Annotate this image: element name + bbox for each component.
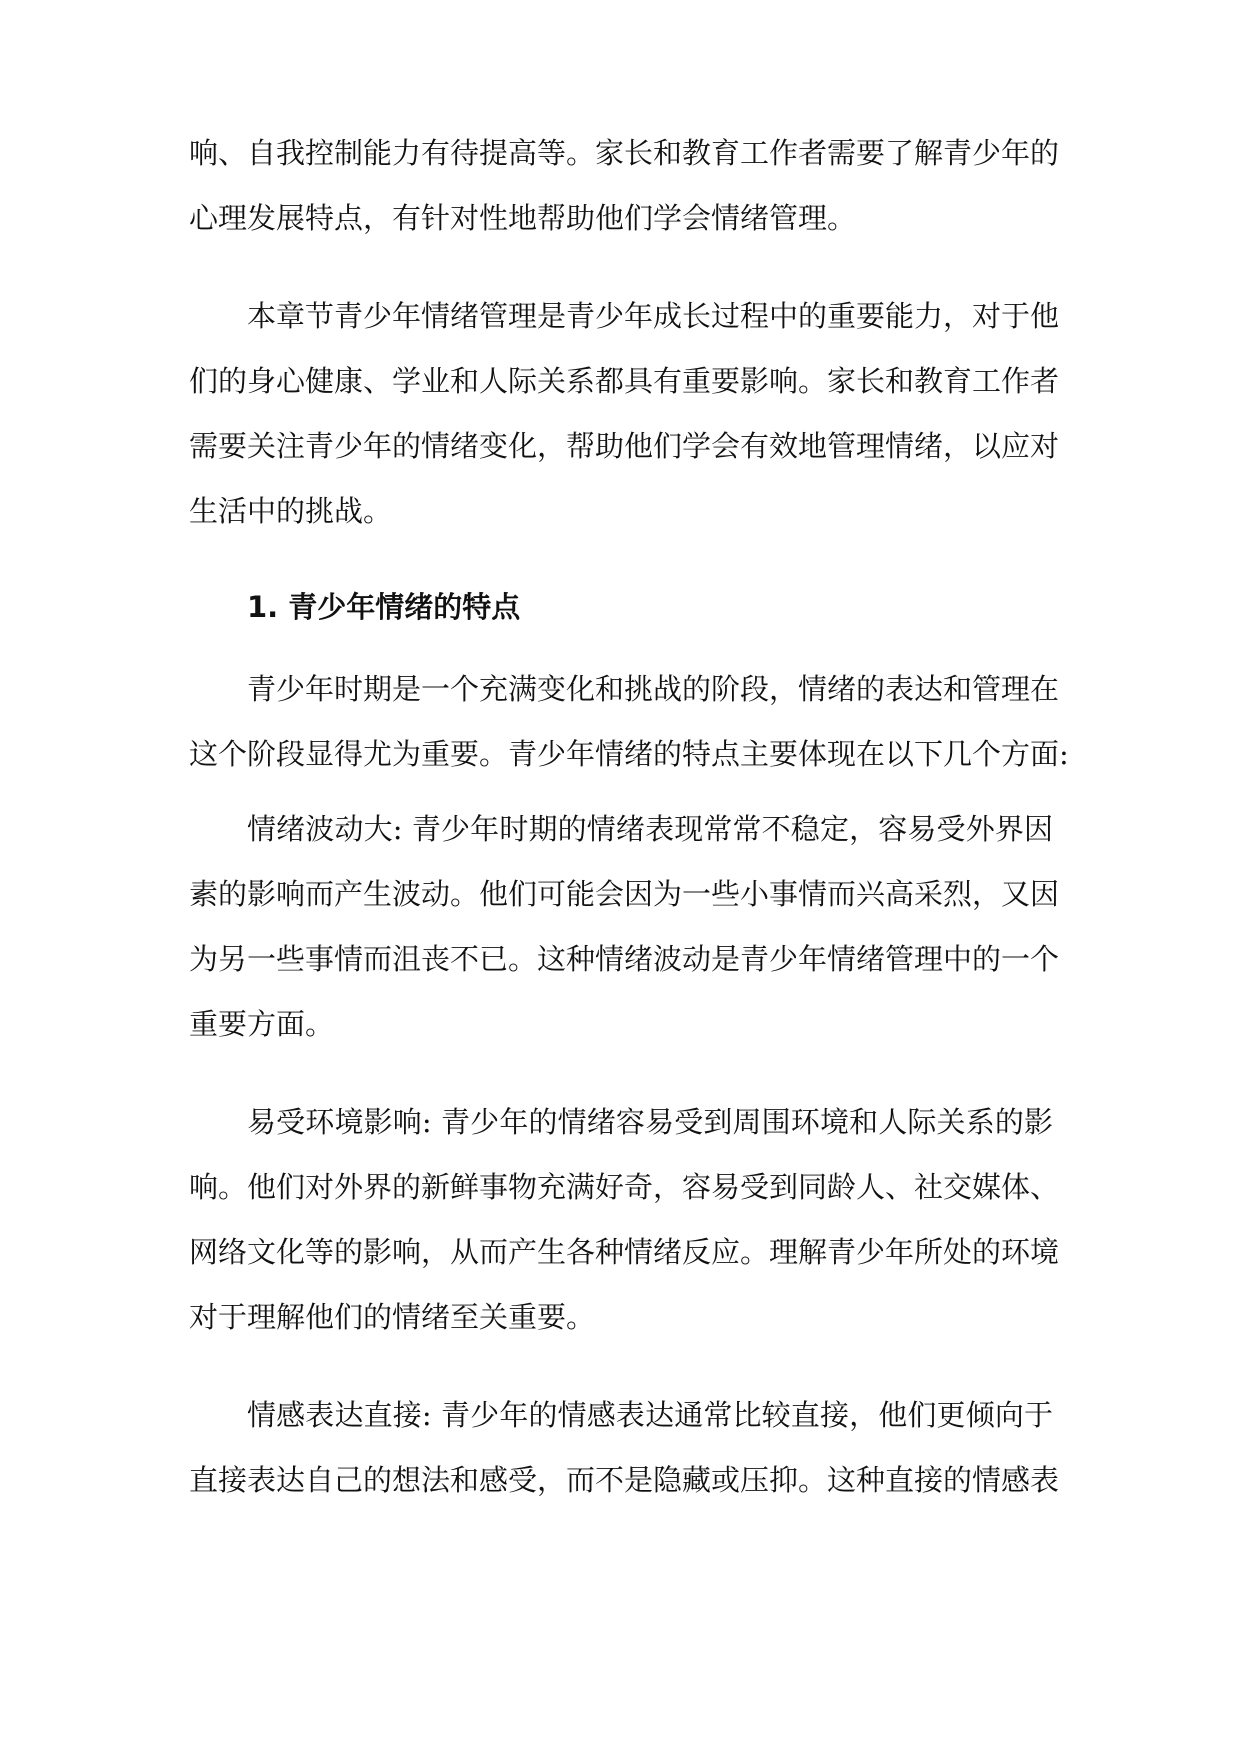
paragraph-first-line: 易受环境影响: 青少年的情绪容易受到周围环境和人际关系的影 <box>247 1105 1053 1139</box>
text-line: 这个阶段显得尤为重要。青少年情绪的特点主要体现在以下几个方面: <box>189 737 1069 771</box>
text-line: 响、自我控制能力有待提高等。家长和教育工作者需要了解青少年的 <box>189 136 1060 170</box>
text-line: 生活中的挑战。 <box>189 494 393 528</box>
text-line: 网络文化等的影响，从而产生各种情绪反应。理解青少年所处的环境 <box>189 1235 1060 1269</box>
paragraph-first-line: 本章节青少年情绪管理是青少年成长过程中的重要能力，对于他 <box>247 299 1060 333</box>
paragraph-first-line: 青少年时期是一个充满变化和挑战的阶段，情绪的表达和管理在 <box>247 672 1060 706</box>
text-line: 重要方面。 <box>189 1007 335 1041</box>
section-heading: 1. 青少年情绪的特点 <box>247 590 521 624</box>
text-line: 对于理解他们的情绪至关重要。 <box>189 1300 596 1334</box>
text-line: 们的身心健康、学业和人际关系都具有重要影响。家长和教育工作者 <box>189 364 1060 398</box>
paragraph-first-line: 情绪波动大: 青少年时期的情绪表现常常不稳定，容易受外界因 <box>247 812 1053 846</box>
paragraph-first-line: 情感表达直接: 青少年的情感表达通常比较直接，他们更倾向于 <box>247 1398 1053 1432</box>
text-line: 心理发展特点，有针对性地帮助他们学会情绪管理。 <box>189 201 857 235</box>
text-line: 响。他们对外界的新鲜事物充满好奇，容易受到同龄人、社交媒体、 <box>189 1170 1060 1204</box>
text-line: 素的影响而产生波动。他们可能会因为一些小事情而兴高采烈，又因 <box>189 877 1060 911</box>
text-line: 为另一些事情而沮丧不已。这种情绪波动是青少年情绪管理中的一个 <box>189 942 1060 976</box>
text-line: 直接表达自己的想法和感受，而不是隐藏或压抑。这种直接的情感表 <box>189 1463 1060 1497</box>
text-line: 需要关注青少年的情绪变化，帮助他们学会有效地管理情绪，以应对 <box>189 429 1060 463</box>
